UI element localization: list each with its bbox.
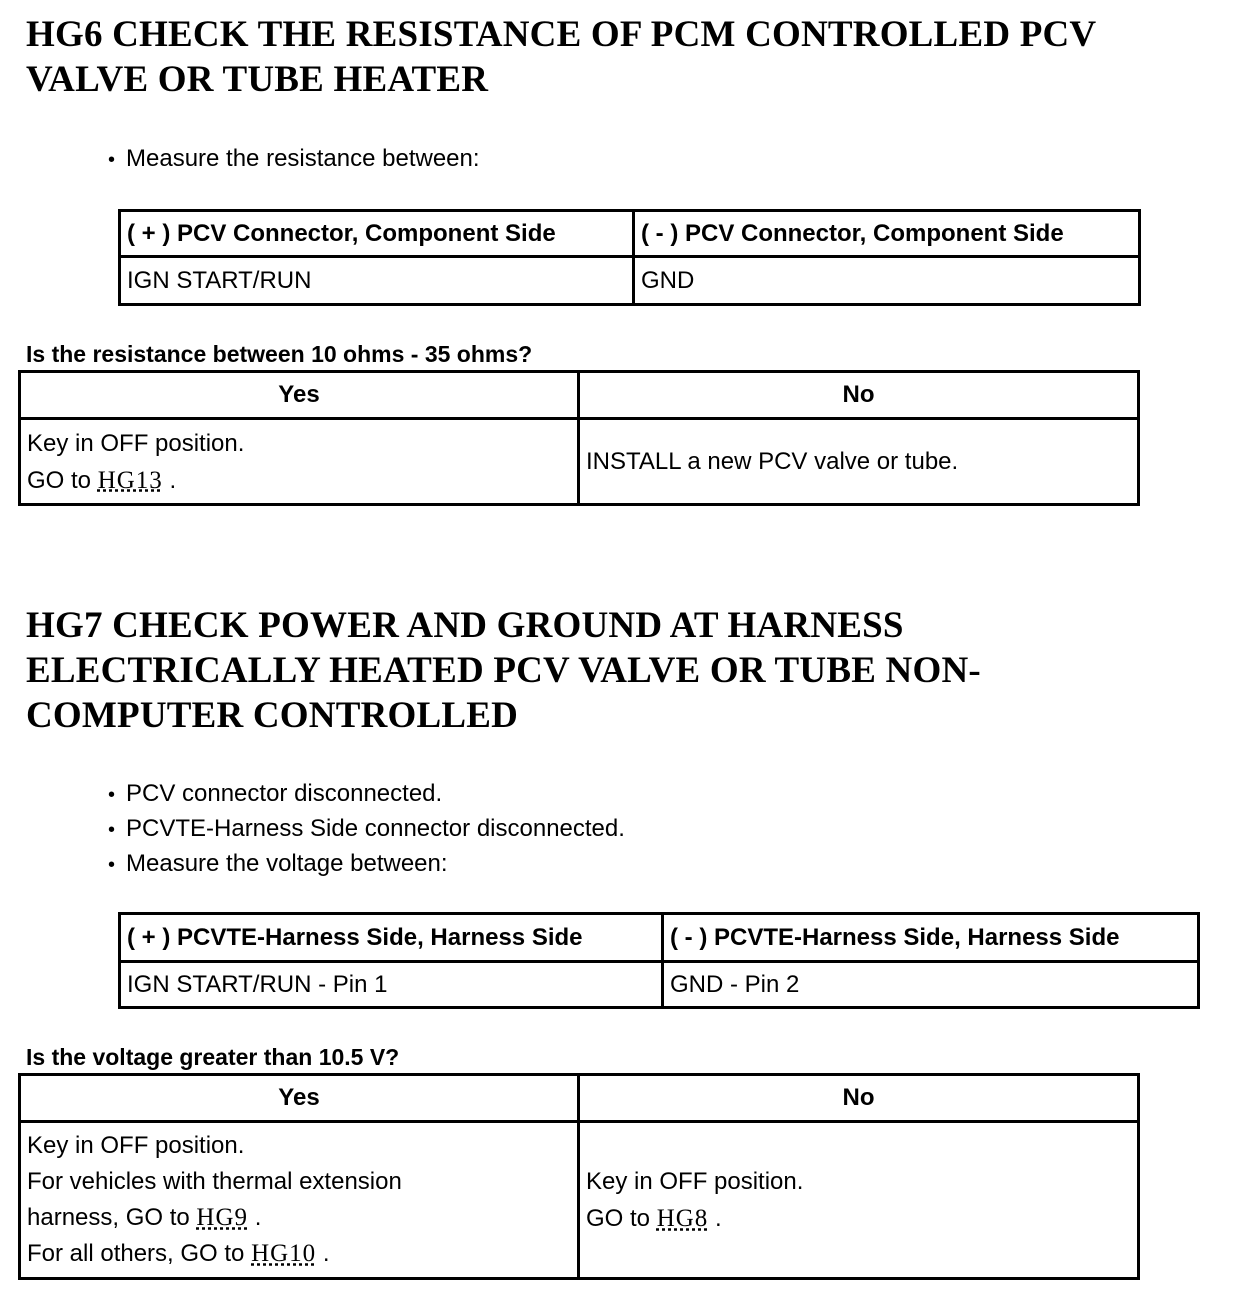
hg7-bullet: • PCV connector disconnected. [108, 777, 625, 812]
hg7-measure-table [118, 912, 1200, 1009]
hg7-no-cell [579, 1122, 1139, 1279]
period: . [169, 466, 177, 494]
hg6-bullet: • Measure the resistance between: [108, 142, 480, 177]
hg13-link[interactable]: HG13 [97, 466, 163, 494]
hg7-bullet: • Measure the voltage between: [108, 847, 625, 882]
hg7-yes-line1: Key in OFF position. [27, 1132, 245, 1159]
hg6-question: Is the resistance between 10 ohms - 35 ohms? [26, 341, 533, 367]
hg6-yes-header: Yes [20, 372, 579, 419]
hg6-bullet-list [108, 142, 480, 177]
hg6-title [26, 12, 1096, 102]
hg6-yes-cell [20, 419, 579, 505]
hg7-measure-header-plus: ( + ) PCVTE-Harness Side, Harness Side [120, 914, 663, 962]
hg7-title-line1: HG7 CHECK POWER AND GROUND AT HARNESS [26, 605, 904, 646]
hg6-measure-cell-minus: GND [634, 257, 1140, 305]
goto-label: harness, GO to [27, 1204, 190, 1231]
hg6-measure-header-plus: ( + ) PCV Connector, Component Side [120, 211, 634, 257]
period: . [714, 1205, 722, 1232]
hg6-measure-table [118, 209, 1141, 306]
hg6-no-cell: INSTALL a new PCV valve or tube. [579, 419, 1139, 505]
hg7-title-line2: ELECTRICALLY HEATED PCV VALVE OR TUBE NON- [26, 650, 981, 691]
hg7-yes-line4 [27, 1236, 571, 1272]
period: . [322, 1240, 330, 1267]
hg6-measure-header-minus: ( - ) PCV Connector, Component Side [634, 211, 1140, 257]
hg7-measure-cell-plus: IGN START/RUN - Pin 1 [120, 962, 663, 1008]
hg6-yes-goto [27, 462, 571, 499]
goto-label: GO to [586, 1205, 651, 1232]
hg6-no-header: No [579, 372, 1139, 419]
hg7-bullet-list [108, 777, 625, 882]
hg10-link[interactable]: HG10 [251, 1240, 317, 1267]
hg7-question: Is the voltage greater than 10.5 V? [26, 1044, 400, 1070]
hg7-measure-cell-minus: GND - Pin 2 [663, 962, 1199, 1008]
hg7-measure-header-minus: ( - ) PCVTE-Harness Side, Harness Side [663, 914, 1199, 962]
hg8-link[interactable]: HG8 [656, 1205, 709, 1232]
hg6-yes-line1: Key in OFF position. [27, 429, 245, 457]
hg7-yes-header: Yes [20, 1075, 579, 1122]
hg7-no-line1: Key in OFF position. [586, 1168, 804, 1195]
hg7-answer-table [18, 1073, 1140, 1280]
hg6-title-line2: VALVE OR TUBE HEATER [26, 59, 489, 100]
goto-label: GO to [27, 466, 92, 494]
hg7-yes-line2: For vehicles with thermal extension [27, 1168, 402, 1195]
hg9-link[interactable]: HG9 [196, 1204, 249, 1231]
hg6-measure-cell-plus: IGN START/RUN [120, 257, 634, 305]
hg7-yes-cell [20, 1122, 579, 1279]
hg6-title-line1: HG6 CHECK THE RESISTANCE OF PCM CONTROLLED PCV [26, 14, 1097, 55]
hg7-no-header: No [579, 1075, 1139, 1122]
hg7-bullet: • PCVTE-Harness Side connector disconnected. [108, 812, 625, 847]
period: . [254, 1204, 262, 1231]
hg7-yes-line3 [27, 1200, 571, 1236]
hg7-title-line3: COMPUTER CONTROLLED [26, 695, 519, 736]
goto-label: For all others, GO to [27, 1240, 245, 1267]
hg7-title [26, 603, 981, 738]
hg6-answer-table [18, 370, 1140, 506]
hg7-no-goto [586, 1200, 1131, 1237]
